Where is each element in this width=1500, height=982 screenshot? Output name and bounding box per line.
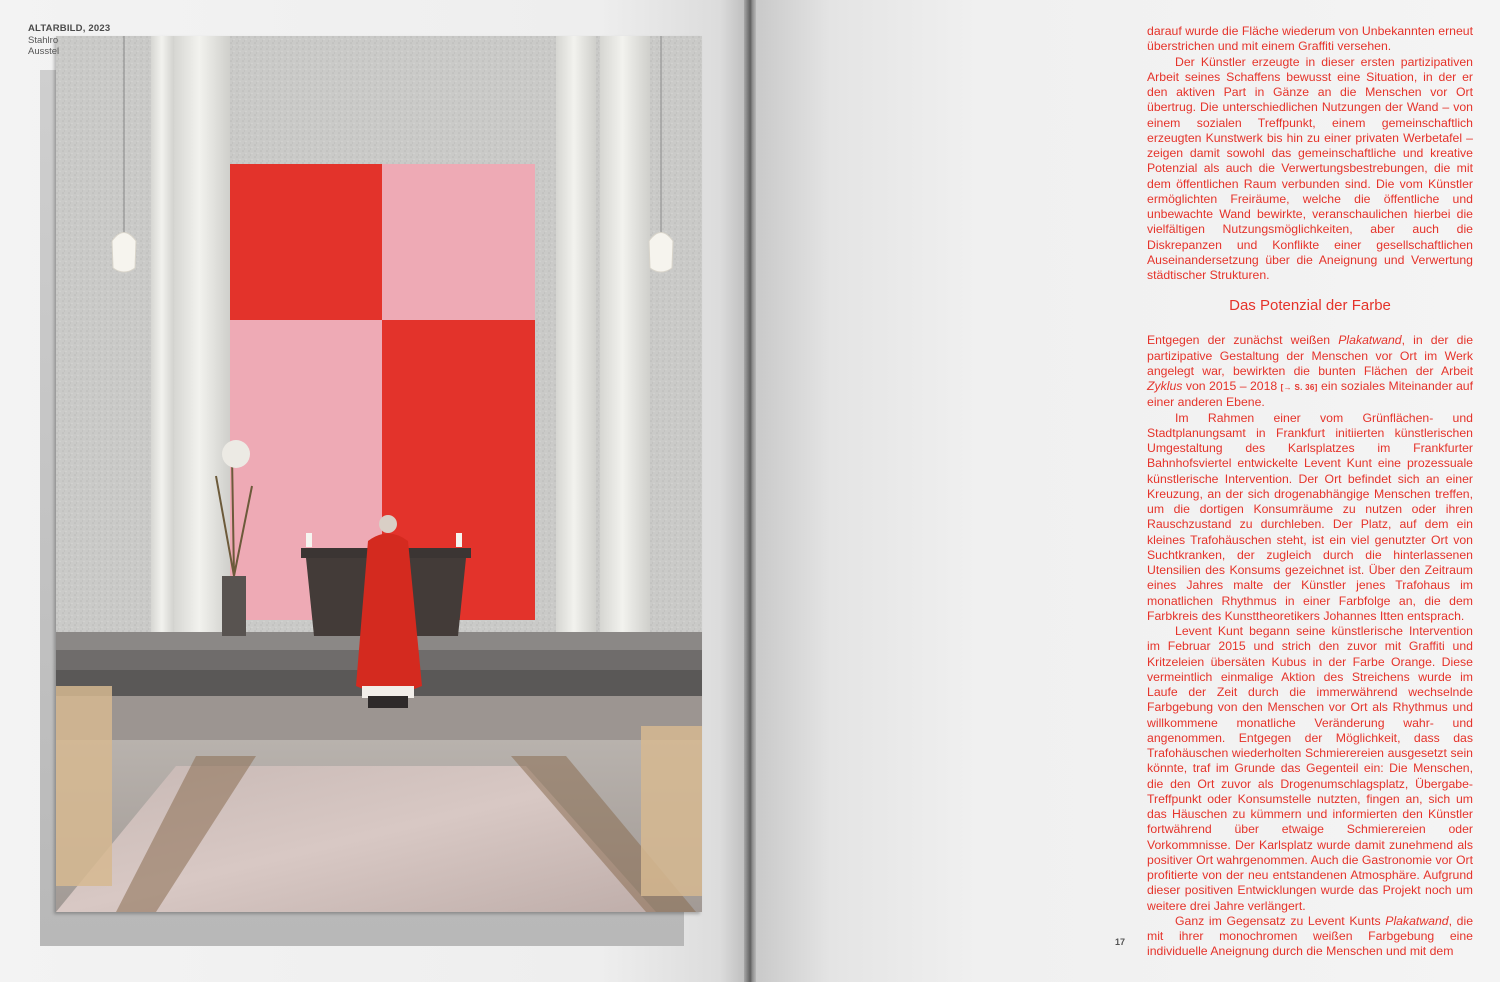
paragraph-6-part-a: Ganz im Gegensatz zu Levent Kunts	[1175, 913, 1386, 928]
image-caption	[28, 23, 110, 58]
altar-photo-illustration	[56, 36, 702, 912]
page-number: 17	[1115, 937, 1126, 947]
pink-panel-top-right	[382, 164, 535, 320]
paragraph-1: darauf wurde die Fläche wiederum von Unbekannten erneut überstrichen und mit einem Graffiti versehen.	[1147, 24, 1473, 54]
section-heading: Das Potenzial der Farbe	[1229, 297, 1391, 315]
artwork-title-plakatwand-2: Plakatwand	[1385, 913, 1449, 928]
paragraph-3-part-d: ein soziales Miteinander auf einer anderen Ebene.	[1147, 379, 1473, 410]
caption-line-1: Stahlro	[28, 34, 59, 46]
paragraph-3-part-a: Entgegen der zunächst weißen	[1147, 333, 1339, 348]
red-panel-top-left	[230, 164, 382, 320]
body-text-column	[1147, 24, 1473, 960]
paragraph-6-part-b: , die mit ihrer monochromen weißen Farbgebung eine individuelle Aneignung durch die Menschen und mit dem	[1147, 913, 1474, 959]
caption-line-2: Ausstel	[28, 46, 60, 57]
artwork-title-zyklus: Zyklus	[1147, 379, 1183, 393]
paragraph-2: Der Künstler erzeugte in dieser ersten partizipativen Arbeit seines Schaffens bewusst eine Situation, in der er den aktiven Part in Gänze an die Menschen vor Ort übertrug. Die unterschiedlichen Nutzungen der Wand – von einem sozialen Treffpunkt, einem gemeinschaftlich erzeugten Kunstwerk bis hin zu einer privaten Werbetafel – zeigen damit sowohl das gemeinschaftliche und kreative Potenzial als auch die Verwertungsbestrebungen, die mit dem öffentlichen Raum verbunden sind. Die vom Künstler ermöglichten Freiräume, welche die öffentliche und unbewachte Wand bewirkte, veranschaulichen hierbei die vielfältigen Nutzungsmöglichkeiten, aber auch die Diskrepanzen und Konflikte einer gesellschaftlichen Auseinandersetzung über die Aneignung und Verwertung städtischer Strukturen.	[1147, 54, 1473, 282]
paragraph-4: Im Rahmen einer vom Grünflächen- und Stadtplanungsamt in Frankfurt initiierten künstlerischen Umgestaltung des Karlsplatzes im Frankfurter Bahnhofsviertel entwickelte Levent Kunt eine prozessuale künstlerische Intervention. Der Ort befindet sich an einer Kreuzung, an der sich drogenabhängige Menschen treffen, um die dortigen Konsumräume zu nutzen oder ihren Rauschzustand zu durchleben. Der Platz, auf dem ein kleines Trafohäuschen steht, ist ein viel genutzter Ort von Suchtkranken, der zugleich durch die hinterlassenen Utensilien des Konsums gezeichnet ist. Über den Zeitraum eines Jahres malte der Künstler jenes Trafohaus im monatlichen Rhythmus in einer Farbfolge an, die dem Farbkreis des Kunsttheoretikers Johannes Itten entsprach.	[1147, 410, 1473, 623]
paragraph-3	[1147, 333, 1473, 410]
paragraph-3-part-c: von 2015 – 2018	[1182, 379, 1281, 393]
page-reference: [→ S. 36]	[1280, 383, 1318, 392]
altar-photo	[56, 36, 702, 912]
paragraph-6	[1147, 914, 1473, 960]
caption-title: ALTARBILD, 2023	[28, 23, 111, 34]
artwork-title-plakatwand: Plakatwand	[1338, 333, 1402, 348]
paragraph-3-part-b: , in der die partizipative Gestaltung der Menschen vor Ort im Werk angelegt war, bewirkten die bunten Flächen der Arbeit	[1147, 333, 1474, 378]
paragraph-5: Levent Kunt begann seine künstlerische Intervention im Februar 2015 und strich den zuvor mit Graffiti und Kritzeleien übersäten Kubus in der Farbe Orange. Diese vermeintlich einmalige Aktion des Streichens wurde im Laufe der Zeit durch die immerwährend wechselnde Farbgebung von den Menschen vor Ort als Rhythmus und willkommene monatliche Veränderung wahr- und angenommen. Entgegen der Möglichkeit, dass das Trafohäuschen wiederholten Schmierereien ausgesetzt sein könnte, traf im Grunde das Gegenteil ein: Die Menschen, die den Ort zuvor als Drogenumschlagsplatz, Übergabe-Treffpunkt oder Konsumstelle nutzten, fingen an, sich um das Häuschen zu kümmern und informierten den Künstler fortwährend über etwaige Schmierereien oder Vorkommnisse. Der Karlsplatz wurde damit zunehmend als positiver Ort wahrgenommen. Auch die Gastronomie vor Ort profitierte von der neu entstandenen Atmosphäre. Aufgrund dieser positiven Entwicklungen wurde das Projekt noch um weitere drei Jahre verlängert.	[1147, 624, 1473, 913]
